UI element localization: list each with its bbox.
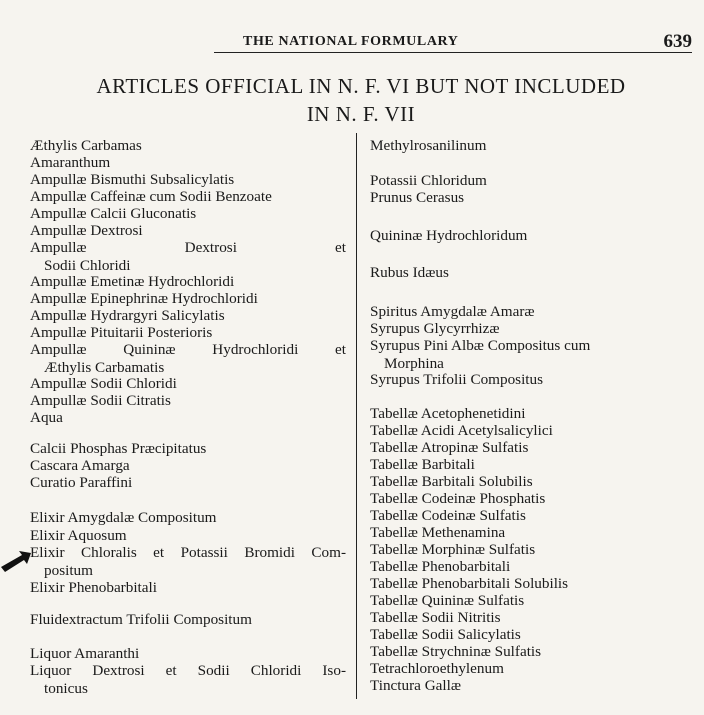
list-item-text: Syrupus Trifolii Compositus <box>370 371 544 388</box>
list-item-continuation: tonicus <box>44 679 88 697</box>
list-item <box>30 509 216 527</box>
section-heading-line-1: ARTICLES OFFICIAL IN N. F. VI BUT NOT INCLUDED <box>96 74 626 98</box>
list-item-text: Tabellæ Barbitali Solubilis <box>370 473 533 490</box>
list-item <box>30 474 132 492</box>
list-item-text: Tabellæ Morphinæ Sulfatis <box>370 541 536 558</box>
list-item <box>30 527 127 545</box>
list-item <box>30 457 130 475</box>
list-item-text: Tabellæ Barbitali <box>370 456 475 473</box>
list-item <box>370 473 533 491</box>
running-title: THE NATIONAL FORMULARY <box>243 34 459 49</box>
list-item <box>370 227 527 245</box>
list-item-continuation: Morphina <box>384 354 444 372</box>
list-item-text: Tabellæ Sodii Salicylatis <box>370 626 521 643</box>
list-item <box>30 290 258 308</box>
list-item <box>30 205 196 223</box>
list-item <box>30 307 225 325</box>
list-item-text: Aqua <box>30 409 63 426</box>
list-item-continuation: positum <box>44 561 93 579</box>
list-item-text: Ampullæ Caffeinæ cum Sodii Benzoate <box>30 188 272 205</box>
list-item-text: Fluidextractum Trifolii Compositum <box>30 611 252 628</box>
list-item-text: Tabellæ Phenobarbitali Solubilis <box>370 575 569 592</box>
list-item <box>370 456 475 474</box>
list-item <box>370 507 526 525</box>
list-item-text: Amaranthum <box>30 154 111 171</box>
list-item <box>30 273 234 291</box>
list-item <box>370 677 461 695</box>
list-item-text: Tabellæ Methenamina <box>370 524 506 541</box>
list-item <box>370 575 568 593</box>
list-item-text: Tabellæ Phenobarbitali <box>370 558 511 575</box>
list-item-text: Tetrachloroethylenum <box>370 660 504 677</box>
list-item-text: Quininæ Hydrochloridum <box>370 227 528 244</box>
list-item-text: Liquor Dextrosi et Sodii Chloridi Iso- <box>30 662 346 679</box>
list-item <box>370 422 553 440</box>
list-item <box>30 341 346 376</box>
list-item <box>370 490 545 508</box>
page-number: 639 <box>663 31 692 52</box>
list-item <box>370 172 487 190</box>
list-item <box>30 324 212 342</box>
list-item-text: Tabellæ Strychninæ Sulfatis <box>370 643 542 660</box>
list-item-text: Ampullæ Quininæ Hydrochloridi et <box>30 341 346 358</box>
list-item <box>30 544 346 579</box>
list-item <box>30 171 234 189</box>
list-item <box>370 558 510 576</box>
list-item <box>30 579 157 597</box>
list-item <box>30 611 252 629</box>
list-item-text: Syrupus Glycyrrhizæ <box>370 320 500 337</box>
list-item <box>30 154 110 172</box>
list-item <box>370 541 535 559</box>
list-item-text: Ampullæ Emetinæ Hydrochloridi <box>30 273 235 290</box>
list-item <box>370 264 449 282</box>
list-item-text: Ampullæ Pituitarii Posterioris <box>30 324 213 341</box>
list-item-text: Tabellæ Acidi Acetylsalicylici <box>370 422 553 439</box>
list-item <box>370 189 464 207</box>
list-item <box>30 375 177 393</box>
list-item <box>370 592 524 610</box>
list-item-continuation: Sodii Chloridi <box>44 256 131 274</box>
column-rule <box>356 133 357 699</box>
list-item-continuation: Æthylis Carbamatis <box>44 358 165 376</box>
list-item-text: Tabellæ Codeinæ Sulfatis <box>370 507 526 524</box>
list-item <box>370 303 535 321</box>
list-item <box>30 440 206 458</box>
section-heading-line-2: IN N. F. VII <box>306 102 416 126</box>
list-item <box>30 645 139 663</box>
list-item <box>370 439 528 457</box>
list-item <box>30 188 272 206</box>
list-item-text: Potassii Chloridum <box>370 172 487 189</box>
list-item-text: Elixir Phenobarbitali <box>30 579 157 596</box>
list-item-text: Tabellæ Acetophenetidini <box>370 405 526 422</box>
list-item-text: Liquor Amaranthi <box>30 645 140 662</box>
list-item-text: Ampullæ Calcii Gluconatis <box>30 205 197 222</box>
running-head <box>0 0 704 52</box>
list-item <box>370 643 541 661</box>
list-item-text: Tabellæ Sodii Nitritis <box>370 609 501 626</box>
list-item <box>370 320 500 338</box>
list-item-text: Ampullæ Dextrosi <box>30 222 143 239</box>
list-item-text: Ampullæ Dextrosi et <box>30 239 346 256</box>
list-item-text: Ampullæ Sodii Citratis <box>30 392 171 409</box>
list-item <box>30 662 346 697</box>
list-item <box>30 137 142 155</box>
list-item <box>370 626 521 644</box>
list-item <box>370 337 590 372</box>
list-item-text: Prunus Cerasus <box>370 189 465 206</box>
list-item-text: Tabellæ Quininæ Sulfatis <box>370 592 525 609</box>
list-item-text: Æthylis Carbamas <box>30 137 142 154</box>
list-item <box>370 524 505 542</box>
list-item-text: Ampullæ Epinephrinæ Hydrochloridi <box>30 290 258 307</box>
list-item-text: Ampullæ Bismuthi Subsalicylatis <box>30 171 235 188</box>
pointer-arrow-icon <box>0 545 32 575</box>
list-item <box>370 371 543 389</box>
list-item-text: Tabellæ Codeinæ Phosphatis <box>370 490 546 507</box>
list-item-text: Elixir Chloralis et Potassii Bromidi Com- <box>30 544 346 561</box>
list-item-text: Tabellæ Atropinæ Sulfatis <box>370 439 529 456</box>
list-item-text: Tinctura Gallæ <box>370 677 461 694</box>
list-item-text: Syrupus Pini Albæ Compositus cum <box>370 337 591 354</box>
list-item-text: Elixir Amygdalæ Compositum <box>30 509 217 526</box>
list-item-text: Elixir Aquosum <box>30 527 127 544</box>
list-item-text: Curatio Paraffini <box>30 474 133 491</box>
list-item <box>30 409 63 427</box>
list-item <box>370 609 501 627</box>
section-heading <box>0 72 704 128</box>
header-rule <box>214 52 692 53</box>
list-item-text: Ampullæ Sodii Chloridi <box>30 375 177 392</box>
list-item-text: Ampullæ Hydrargyri Salicylatis <box>30 307 225 324</box>
list-item-text: Calcii Phosphas Præcipitatus <box>30 440 207 457</box>
list-item <box>30 392 171 410</box>
list-item-text: Spiritus Amygdalæ Amaræ <box>370 303 535 320</box>
list-item <box>30 222 143 240</box>
list-item <box>370 660 504 678</box>
list-item-text: Rubus Idæus <box>370 264 449 281</box>
list-item <box>370 137 486 155</box>
list-item-text: Methylrosanilinum <box>370 137 487 154</box>
list-item-text: Cascara Amarga <box>30 457 130 474</box>
list-item <box>370 405 525 423</box>
list-item <box>30 239 346 274</box>
